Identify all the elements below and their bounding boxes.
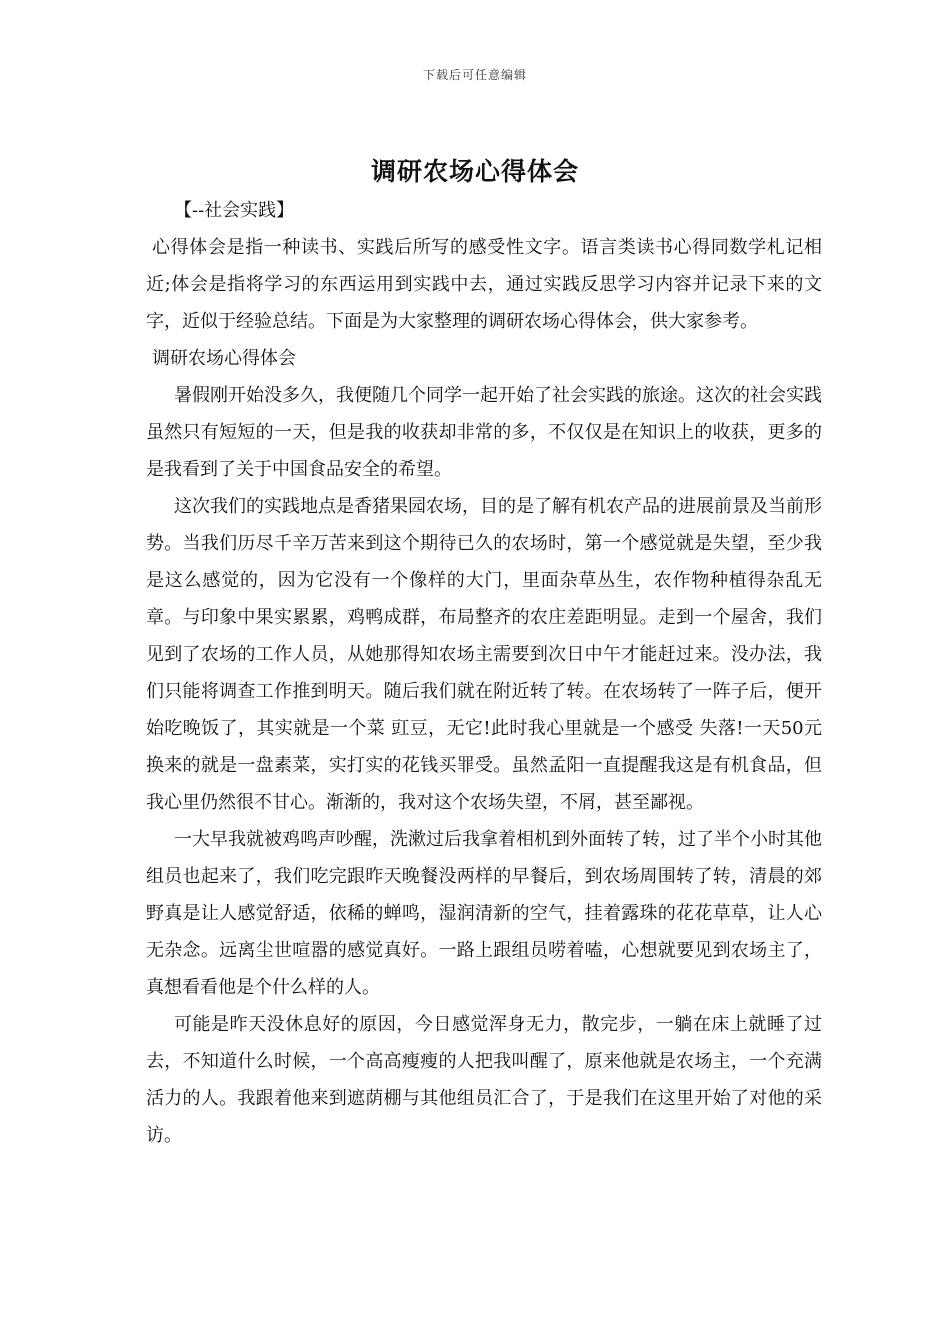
- category-tag: 【--社会实践】: [174, 200, 295, 221]
- body-paragraph-4: 可能是昨天没休息好的原因，今日感觉浑身无力，散完步，一躺在床上就睡了过去，不知道什么时候，一个高高瘦瘦的人把我叫醒了，原来他就是农场主，一个充满活力的人。我跟着他来到遮荫棚与其他组员汇合了，于是我们在这里开始了对他的采访。: [146, 1014, 822, 1146]
- document-title: 调研农场心得体会: [370, 157, 579, 186]
- intro-paragraph: 心得体会是指一种读书、实践后所写的感受性文字。语言类读书心得同数学札记相近;体会是指将学习的东西运用到实践中去，通过实践反思学习内容并记录下来的文字，近似于经验总结。下面是为大家整理的调研农场心得体会，供大家参考。: [146, 237, 822, 332]
- body-paragraph-1: 暑假刚开始没多久，我便随几个同学一起开始了社会实践的旅途。这次的社会实践虽然只有短短的一天，但是我的收获却非常的多，不仅仅是在知识上的收获，更多的是我看到了关于中国食品安全的希望。: [146, 385, 822, 480]
- header-note: 下载后可任意编辑: [422, 68, 527, 82]
- section-subtitle: 调研农场心得体会: [152, 348, 296, 369]
- document-body: [146, 192, 822, 1154]
- body-paragraph-3: 一大早我就被鸡鸣声吵醒，洗漱过后我拿着相机到外面转了转，过了半个小时其他组员也起来了，我们吃完跟昨天晚餐没两样的早餐后，到农场周围转了转，清晨的郊野真是让人感觉舒适，依稀的蝉鸣，湿润清新的空气，挂着露珠的花花草草，让人心无杂念。远离尘世喧嚣的感觉真好。一路上跟组员唠着嗑，心想就要见到农场主了，真想看看他是个什么样的人。: [146, 829, 822, 998]
- body-paragraph-2: 这次我们的实践地点是香猪果园农场，目的是了解有机农产品的进展前景及当前形势。当我们历尽千辛万苦来到这个期待已久的农场时，第一个感觉就是失望，至少我是这么感觉的，因为它没有一个像样的大门，里面杂草丛生，农作物种植得杂乱无章。与印象中果实累累，鸡鸭成群，布局整齐的农庄差距明显。走到一个屋舍，我们见到了农场的工作人员，从她那得知农场主需要到次日中午才能赶过来。没办法，我们只能将调查工作推到明天。随后我们就在附近转了转。在农场转了一阵子后，便开始吃晚饭了，其实就是一个菜 豇豆，无它!此时我心里就是一个感受 失落!一天50元换来的就是一盘素菜，实打实的花钱买罪受。虽然孟阳一直提醒我这是有机食品，但我心里仍然很不甘心。渐渐的，我对这个农场失望，不屑，甚至鄙视。: [146, 496, 822, 813]
